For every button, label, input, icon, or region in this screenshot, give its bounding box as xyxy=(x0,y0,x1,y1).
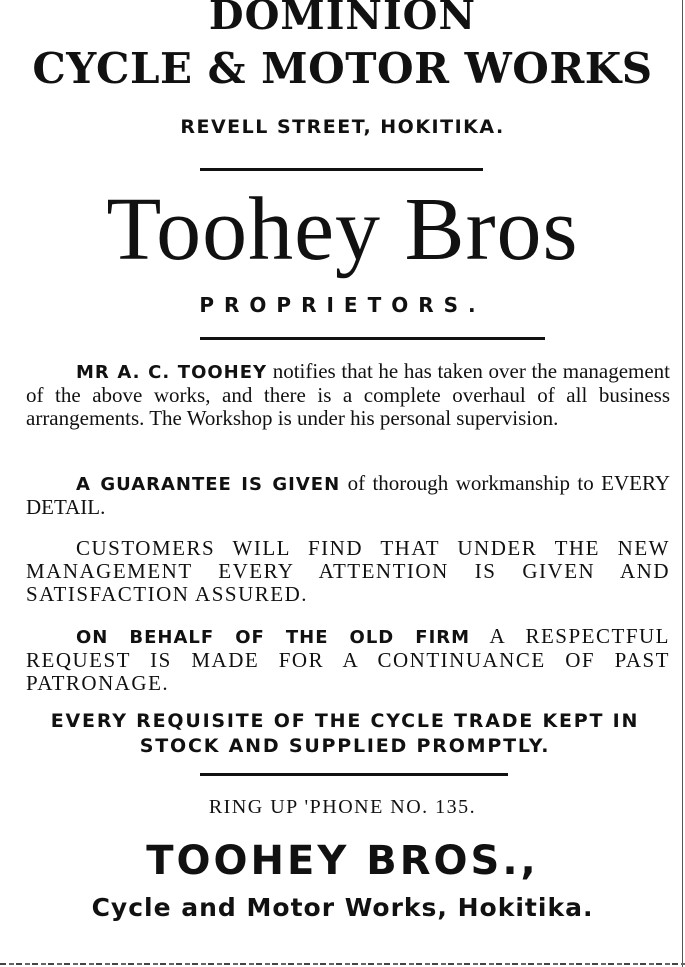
notice-paragraph xyxy=(26,537,670,606)
header-title-line2: CYCLE & MOTOR WORKS xyxy=(32,44,653,93)
divider-bottom xyxy=(200,773,508,776)
divider-middle xyxy=(200,337,545,340)
firm-name: Toohey Bros xyxy=(106,180,579,279)
divider-top xyxy=(200,168,483,171)
notice-paragraph xyxy=(26,625,670,695)
footer-firm-name: TOOHEY BROS., xyxy=(146,838,539,884)
stock-statement: EVERY REQUISITE OF THE CYCLE TRADE KEPT IN STOCK AND SUPPLIED PROMPTLY. xyxy=(50,710,640,757)
page-edge-right xyxy=(682,0,683,967)
notice-text: A RESPECTFUL REQUEST IS MADE FOR A CONTINUANCE OF PAST PATRONAGE. xyxy=(26,624,670,695)
notice-text: of thorough workmanship to EVERY DETAIL. xyxy=(26,471,671,519)
notice-lead: A GUARANTEE IS GIVEN xyxy=(76,474,341,495)
page-edge-bottom xyxy=(0,963,685,965)
header-address: REVELL STREET, HOKITIKA. xyxy=(180,116,505,138)
notice-paragraph xyxy=(26,360,670,430)
notice-text: CUSTOMERS WILL FIND THAT UNDER THE NEW MANAGEMENT EVERY ATTENTION IS GIVEN AND SATISFACTION ASSURED. xyxy=(26,536,670,606)
footer-tagline: Cycle and Motor Works, Hokitika. xyxy=(91,893,594,922)
notice-paragraph xyxy=(26,472,670,519)
header-title-line1: DOMINION xyxy=(208,0,477,39)
notice-text: notifies that he has taken over the management of the above works, and there is a complete overhaul of all business arrangements. The Workshop is under his personal supervision. xyxy=(26,359,671,430)
phone-line: RING UP 'PHONE NO. 135. xyxy=(208,796,477,818)
notice-lead: ON BEHALF OF THE OLD FIRM xyxy=(76,627,471,648)
firm-role: PROPRIETORS. xyxy=(199,293,486,317)
notice-lead: MR A. C. TOOHEY xyxy=(76,362,268,383)
